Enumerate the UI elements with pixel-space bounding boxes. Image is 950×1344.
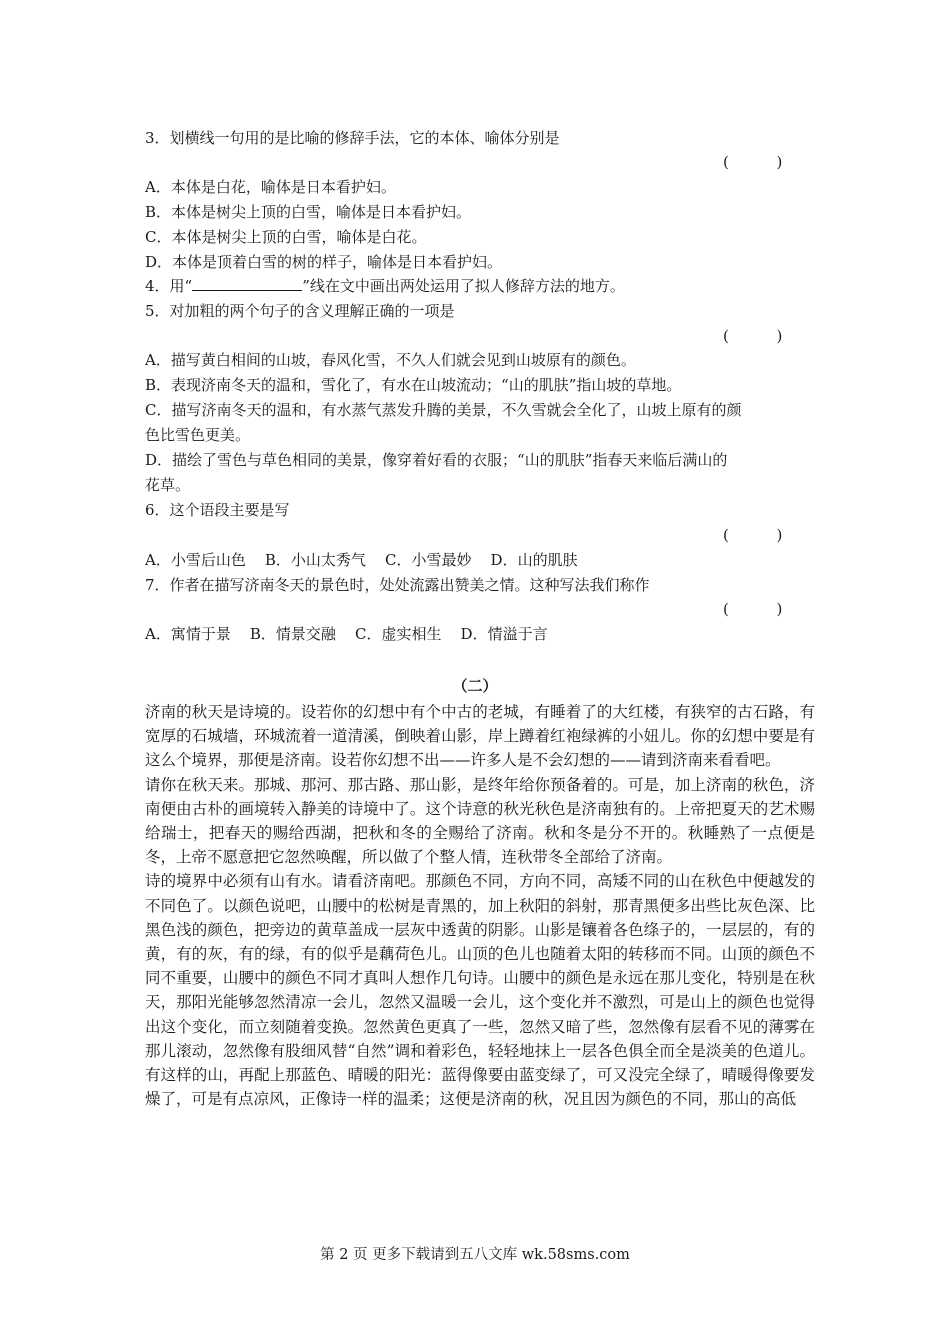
q5-option-a: A．描写黄白相间的山坡，春风化雪，不久人们就会见到山坡原有的颜色。 bbox=[145, 351, 636, 369]
q5-option-c: C．描写济南冬天的温和，有水蒸气蒸发升腾的美景，不久雪就会全化了，山坡上原有的颜 bbox=[145, 401, 742, 419]
q5-option-c-cont: 色比雪色更美。 bbox=[145, 426, 251, 444]
q3-option-a: A．本体是白花，喻体是日本看护妇。 bbox=[145, 178, 396, 196]
passage-paragraph: 诗的境界中必须有山有水。请看济南吧。那颜色不同，方向不同，高矮不同的山在秋色中便越发的不同色了。以颜色说吧，山腰中的松树是青黑的，加上秋阳的斜射，那青黑便多出些比灰色深、比黑色浅的颜色，把旁边的黄草盖成一层灰中透黄的阴影。山影是镶着各色绦子的，一层层的，有的黄，有的灰，有的绿，有的似乎是藕荷色儿。山顶的色儿也随着太阳的转移而不同。山顶的颜色不同不重要，山腰中的颜色不同才真叫人想作几句诗。山腰中的颜色是永远在那儿变化，特别是在秋天，那阳光能够忽然清凉一会儿，忽然又温暖一会儿，这个变化并不激烈，可是山上的颜色也觉得出这个变化，而立刻随着变换。忽然黄色更真了一些，忽然又暗了些，忽然像有层看不见的薄雾在那儿滚动，忽然像有股细风替“自然”调和着彩色，轻轻地抹上一层各色俱全而全是淡美的色道儿。有这样的山，再配上那蓝色、晴暖的阳光：蓝得像要由蓝变绿了，可又没完全绿了，晴暖得像要发燥了，可是有点凉风，正像诗一样的温柔；这便是济南的秋，况且因为颜色的不同，那山的高低 bbox=[145, 872, 815, 1109]
underline-blank bbox=[192, 276, 302, 291]
q6-stem: 6．这个语段主要是写 bbox=[145, 501, 290, 519]
q6-options: A．小雪后山色 B．小山太秀气 C．小雪最妙 D．山的肌肤 bbox=[145, 551, 578, 569]
q5-option-d-cont: 花草。 bbox=[145, 476, 191, 494]
q3-stem: 3．划横线一句用的是比喻的修辞手法，它的本体、喻体分别是 bbox=[145, 129, 560, 147]
q7-answer-paren: ( ) bbox=[723, 600, 783, 618]
passage-paragraph: 请你在秋天来。那城、那河、那古路、那山影，是终年给你预备着的。可是，加上济南的秋色，济南便由古朴的画境转入静美的诗境中了。这个诗意的秋光秋色是济南独有的。上帝把夏天的艺术赐给瑞士，把春天的赐给西湖，把秋和冬的全赐给了济南。秋和冬是分不开的。秋睡熟了一点便是冬，上帝不愿意把它忽然唤醒，所以做了个整人情，连秋带冬全部给了济南。 bbox=[145, 775, 815, 867]
q4-after: ”线在文中画出两处运用了拟人修辞方法的地方。 bbox=[302, 277, 625, 295]
q5-option-d: D．描绘了雪色与草色相同的美景，像穿着好看的衣服；“山的肌肤”指春天来临后满山的 bbox=[145, 451, 728, 469]
q7-stem: 7．作者在描写济南冬天的景色时，处处流露出赞美之情。这种写法我们称作 bbox=[145, 576, 650, 594]
q6-answer-paren: ( ) bbox=[723, 526, 783, 544]
section-title: （二） bbox=[452, 677, 498, 695]
q3-option-d: D．本体是顶着白雪的树的样子，喻体是日本看护妇。 bbox=[145, 253, 503, 271]
q3-option-c: C．本体是树尖上顶的白雪，喻体是白花。 bbox=[145, 228, 427, 246]
page-footer: 第 2 页 更多下载请到五八文库 wk.58sms.com bbox=[320, 1247, 630, 1263]
q4-before: 4．用“ bbox=[145, 277, 193, 295]
q3-answer-paren: ( ) bbox=[723, 153, 783, 171]
reading-passage bbox=[145, 700, 815, 1111]
q5-answer-paren: ( ) bbox=[723, 327, 783, 345]
q3-option-b: B．本体是树尖上顶的白雪，喻体是日本看护妇。 bbox=[145, 203, 472, 221]
q5-option-b: B．表现济南冬天的温和，雪化了，有水在山坡流动；“山的肌肤”指山坡的草地。 bbox=[145, 376, 682, 394]
passage-paragraph: 济南的秋天是诗境的。设若你的幻想中有个中古的老城，有睡着了的大红楼，有狭窄的古石路，有宽厚的石城墙，环城流着一道清溪，倒映着山影，岸上蹲着红袍绿裤的小妞儿。你的幻想中要是有这么个境界，那便是济南。设若你幻想不出——许多人是不会幻想的——请到济南来看看吧。 bbox=[145, 703, 815, 770]
q7-options: A．寓情于景 B．情景交融 C．虚实相生 D．情溢于言 bbox=[145, 625, 548, 643]
q5-stem: 5．对加粗的两个句子的含义理解正确的一项是 bbox=[145, 302, 455, 320]
q4-stem bbox=[145, 276, 625, 296]
